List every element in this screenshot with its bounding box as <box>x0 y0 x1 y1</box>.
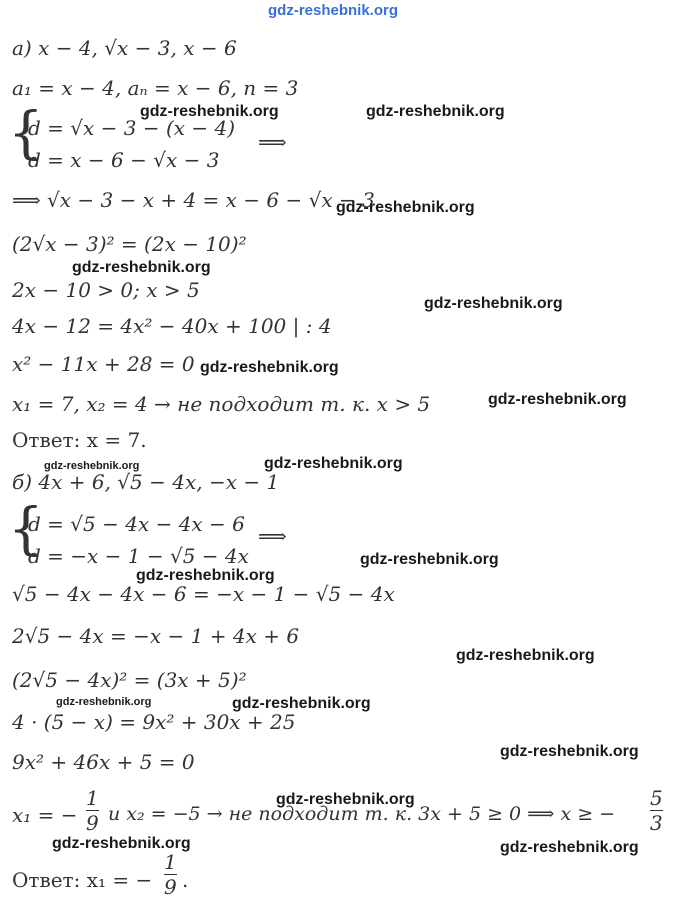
watermark: gdz-reshebnik.org <box>72 259 211 276</box>
part-a-terms-line: a₁ = x − 4, aₙ = x − 6, n = 3 <box>12 76 299 100</box>
watermark: gdz-reshebnik.org <box>500 839 639 856</box>
part-b-answer-left: Ответ: x₁ = − <box>12 868 153 892</box>
fraction-numerator: 1 <box>164 850 177 874</box>
watermark: gdz-reshebnik.org <box>264 455 403 472</box>
part-a-equation-1: ⟹ √x − 3 − x + 4 = x − 6 − √x − 3 <box>12 188 375 212</box>
part-a-sequence-line: а) x − 4, √x − 3, x − 6 <box>12 36 237 60</box>
answer-period: . <box>182 868 189 892</box>
system-row-2: d = −x − 1 − √5 − 4x <box>28 544 249 568</box>
system-row-1: d = √5 − 4x − 4x − 6 <box>28 512 245 536</box>
watermark: gdz-reshebnik.org <box>456 647 595 664</box>
watermark: gdz-reshebnik.org <box>52 835 191 852</box>
part-b-roots-mid: и x₂ = −5 → не подходит т. к. 3x + 5 ≥ 0 ⟹ x ≥ − <box>108 803 616 825</box>
watermark: gdz-reshebnik.org <box>44 460 140 472</box>
part-a-condition: 2x − 10 > 0; x > 5 <box>12 278 200 302</box>
watermark: gdz-reshebnik.org <box>200 359 339 376</box>
part-a-equation-3: 4x − 12 = 4x² − 40x + 100 | : 4 <box>12 314 332 338</box>
implies-arrow: ⟹ <box>258 524 287 548</box>
system-row-1: d = √x − 3 − (x − 4) <box>28 116 236 140</box>
part-a-roots: x₁ = 7, x₂ = 4 → не подходит т. к. x > 5 <box>12 392 431 416</box>
part-a-equation-2: (2√x − 3)² = (2x − 10)² <box>12 232 247 256</box>
watermark: gdz-reshebnik.org <box>276 791 415 808</box>
part-a-answer: Ответ: x = 7. <box>12 428 147 452</box>
watermark: gdz-reshebnik.org <box>424 295 563 312</box>
watermark: gdz-reshebnik.org <box>136 567 275 584</box>
fraction-one-ninth <box>86 786 99 835</box>
fraction-denominator: 3 <box>650 811 663 835</box>
part-b-equation-1: √5 − 4x − 4x − 6 = −x − 1 − √5 − 4x <box>12 582 395 606</box>
watermark: gdz-reshebnik.org <box>232 695 371 712</box>
fraction-numerator: 5 <box>650 786 663 810</box>
part-b-equation-3: (2√5 − 4x)² = (3x + 5)² <box>12 668 247 692</box>
system-row-2: d = x − 6 − √x − 3 <box>28 148 220 172</box>
watermark: gdz-reshebnik.org <box>366 103 505 120</box>
fraction-denominator: 9 <box>164 875 177 899</box>
site-watermark: gdz-reshebnik.org <box>268 2 399 19</box>
part-a-equation-4: x² − 11x + 28 = 0 <box>12 352 195 376</box>
fraction-five-thirds <box>650 786 663 835</box>
part-b-sequence-line: б) 4x + 6, √5 − 4x, −x − 1 <box>12 470 280 494</box>
system-brace: { <box>8 497 44 562</box>
answer-fraction <box>164 850 177 899</box>
part-b-roots-left: x₁ = − <box>12 803 78 827</box>
part-b-equation-2: 2√5 − 4x = −x − 1 + 4x + 6 <box>12 624 300 648</box>
implies-arrow: ⟹ <box>258 130 287 154</box>
watermark: gdz-reshebnik.org <box>488 391 627 408</box>
watermark: gdz-reshebnik.org <box>140 103 279 120</box>
watermark: gdz-reshebnik.org <box>336 199 475 216</box>
watermark: gdz-reshebnik.org <box>360 551 499 568</box>
part-b-equation-5: 9x² + 46x + 5 = 0 <box>12 750 195 774</box>
system-brace: { <box>8 101 44 166</box>
watermark: gdz-reshebnik.org <box>56 696 152 708</box>
fraction-numerator: 1 <box>86 786 99 810</box>
part-b-equation-4: 4 · (5 − x) = 9x² + 30x + 25 <box>12 710 296 734</box>
watermark: gdz-reshebnik.org <box>500 743 639 760</box>
fraction-denominator: 9 <box>86 811 99 835</box>
